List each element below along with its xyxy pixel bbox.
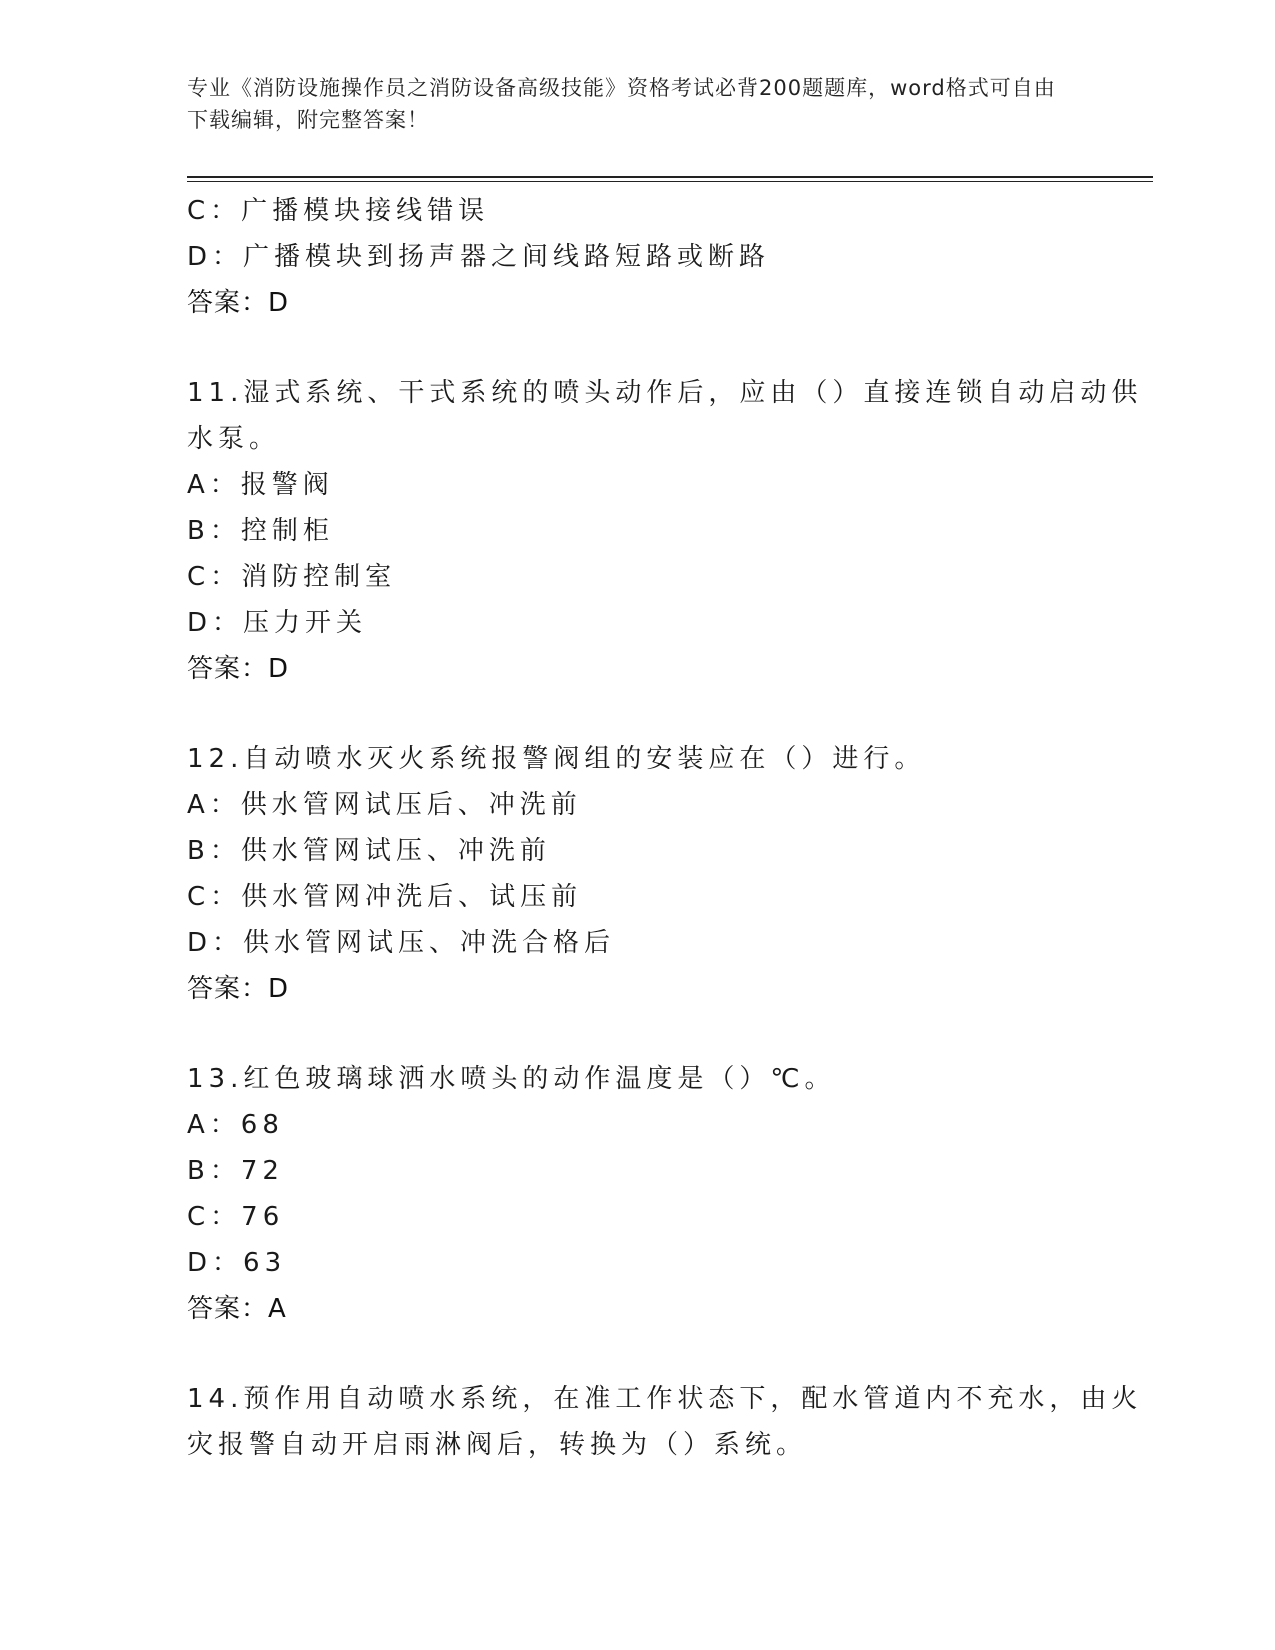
header-divider-thick — [187, 176, 1153, 178]
option-d: D：广播模块到扬声器之间线路短路或断路 — [187, 242, 771, 272]
answer-line: 答案：D — [187, 974, 290, 1004]
option-b: B：72 — [187, 1156, 284, 1186]
question-11 — [187, 370, 1143, 692]
option-a: A：报警阀 — [187, 470, 334, 500]
option-a: A：供水管网试压后、冲洗前 — [187, 790, 582, 820]
option-d: D：供水管网试压、冲洗合格后 — [187, 928, 616, 958]
question-stem: 12.自动喷水灭火系统报警阀组的安装应在（）进行。 — [187, 744, 926, 774]
question-stem-continued: 水泵。 — [187, 424, 281, 454]
option-d: D：压力开关 — [187, 608, 368, 638]
question-stem: 13.红色玻璃球洒水喷头的动作温度是（）℃。 — [187, 1064, 836, 1094]
question-12 — [187, 736, 1087, 1012]
question-14 — [187, 1376, 1143, 1468]
option-c: C：消防控制室 — [187, 562, 397, 592]
option-c: C：广播模块接线错误 — [187, 196, 490, 226]
option-b: B：供水管网试压、冲洗前 — [187, 836, 551, 866]
document-header: 专业《消防设施操作员之消防设备高级技能》资格考试必背200题题库，word格式可自由下载编辑，附完整答案！ — [187, 76, 1056, 132]
header-divider-thin — [187, 181, 1153, 182]
option-b: B：控制柜 — [187, 516, 334, 546]
option-a: A：68 — [187, 1110, 284, 1140]
question-stem: 11.湿式系统、干式系统的喷头动作后，应由（）直接连锁自动启动供 — [187, 378, 1143, 408]
answer-line: 答案：A — [187, 1294, 287, 1324]
question-13 — [187, 1056, 1087, 1332]
option-c: C：76 — [187, 1202, 285, 1232]
question-stem: 14.预作用自动喷水系统，在准工作状态下，配水管道内不充水，由火 — [187, 1384, 1143, 1414]
answer-line: 答案：D — [187, 288, 290, 318]
question-content — [187, 188, 1143, 1468]
option-d: D：63 — [187, 1248, 287, 1278]
answer-line: 答案：D — [187, 654, 290, 684]
option-c: C：供水管网冲洗后、试压前 — [187, 882, 583, 912]
question-stem-continued: 灾报警自动开启雨淋阀后，转换为（）系统。 — [187, 1430, 808, 1460]
